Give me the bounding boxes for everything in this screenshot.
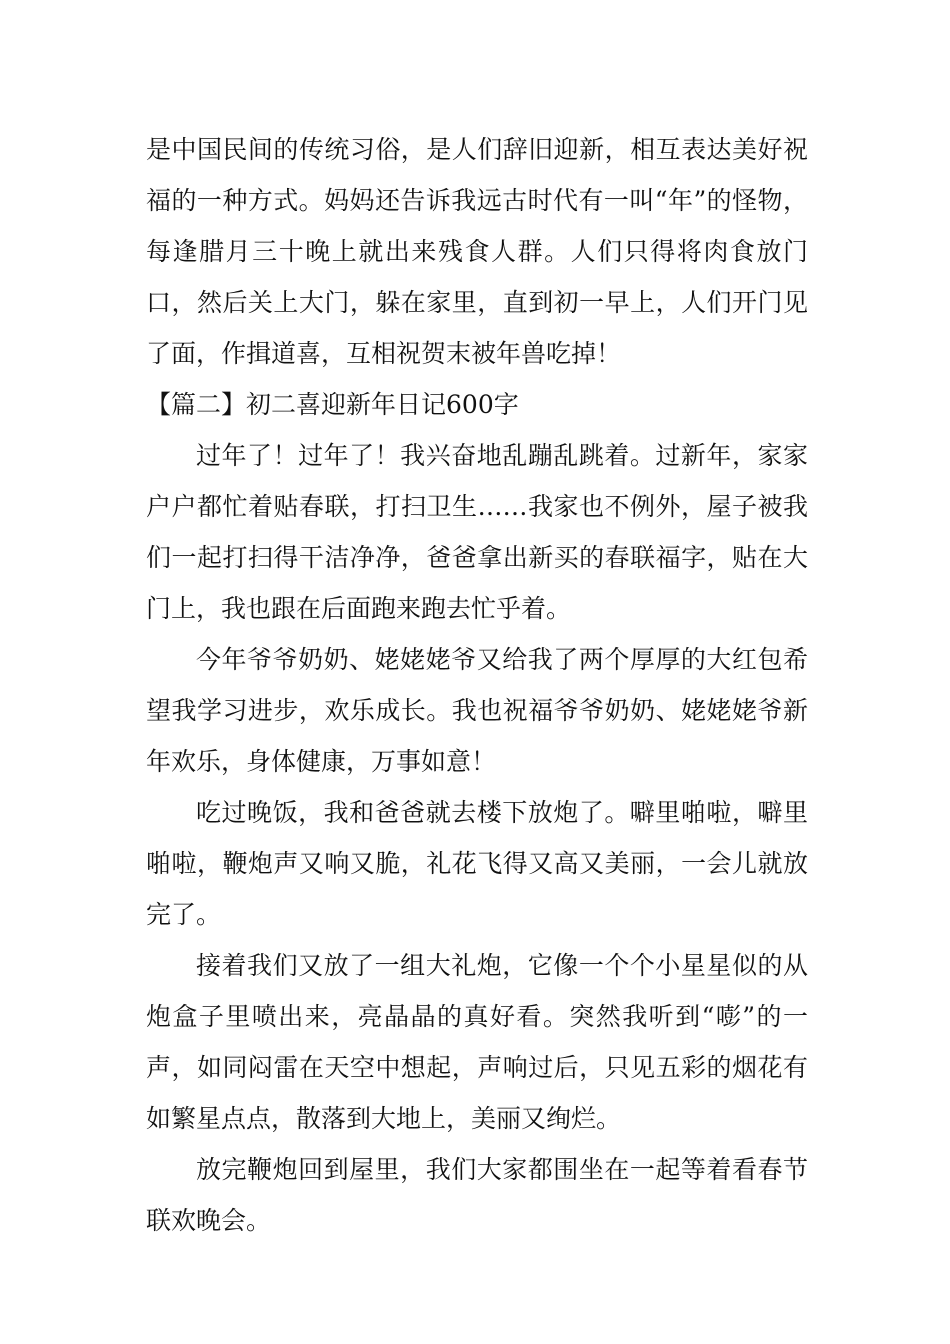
paragraph-4: 接着我们又放了一组大礼炮，它像一个个小星星似的从炮盒子里喷出来，亮晶晶的真好看。突然我听到“嘭”的一声，如同闷雷在天空中想起，声响过后，只见五彩的烟花有如繁星点点，散落到大地上，美丽又绚烂。 bbox=[146, 951, 808, 1133]
paragraph-1: 过年了！过年了！我兴奋地乱蹦乱跳着。过新年，家家户户都忙着贴春联，打扫卫生……我家也不例外，屋子被我们一起打扫得干洁净净，爸爸拿出新买的春联福字，贴在大门上，我也跟在后面跑来跑去忙乎着。 bbox=[146, 441, 808, 623]
intro-paragraph: 是中国民间的传统习俗，是人们辞旧迎新，相互表达美好祝福的一种方式。妈妈还告诉我远古时代有一叫“年”的怪物，每逢腊月三十晚上就出来残食人群。人们只得将肉食放门口，然后关上大门，躲在家里，直到初一早上，人们开门见了面，作揖道喜，互相祝贺末被年兽吃掉！ bbox=[146, 135, 808, 368]
paragraph-5: 放完鞭炮回到屋里，我们大家都围坐在一起等着看春节联欢晚会。 bbox=[146, 1155, 808, 1235]
section-heading: 【篇二】初二喜迎新年日记600字 bbox=[146, 390, 519, 419]
paragraph-3: 吃过晚饭，我和爸爸就去楼下放炮了。噼里啪啦，噼里啪啦，鞭炮声又响又脆，礼花飞得又高又美丽，一会儿就放完了。 bbox=[146, 798, 808, 929]
paragraph-2: 今年爷爷奶奶、姥姥姥爷又给我了两个厚厚的大红包希望我学习进步，欢乐成长。我也祝福爷爷奶奶、姥姥姥爷新年欢乐，身体健康，万事如意！ bbox=[146, 645, 808, 776]
document-body bbox=[146, 124, 808, 1246]
